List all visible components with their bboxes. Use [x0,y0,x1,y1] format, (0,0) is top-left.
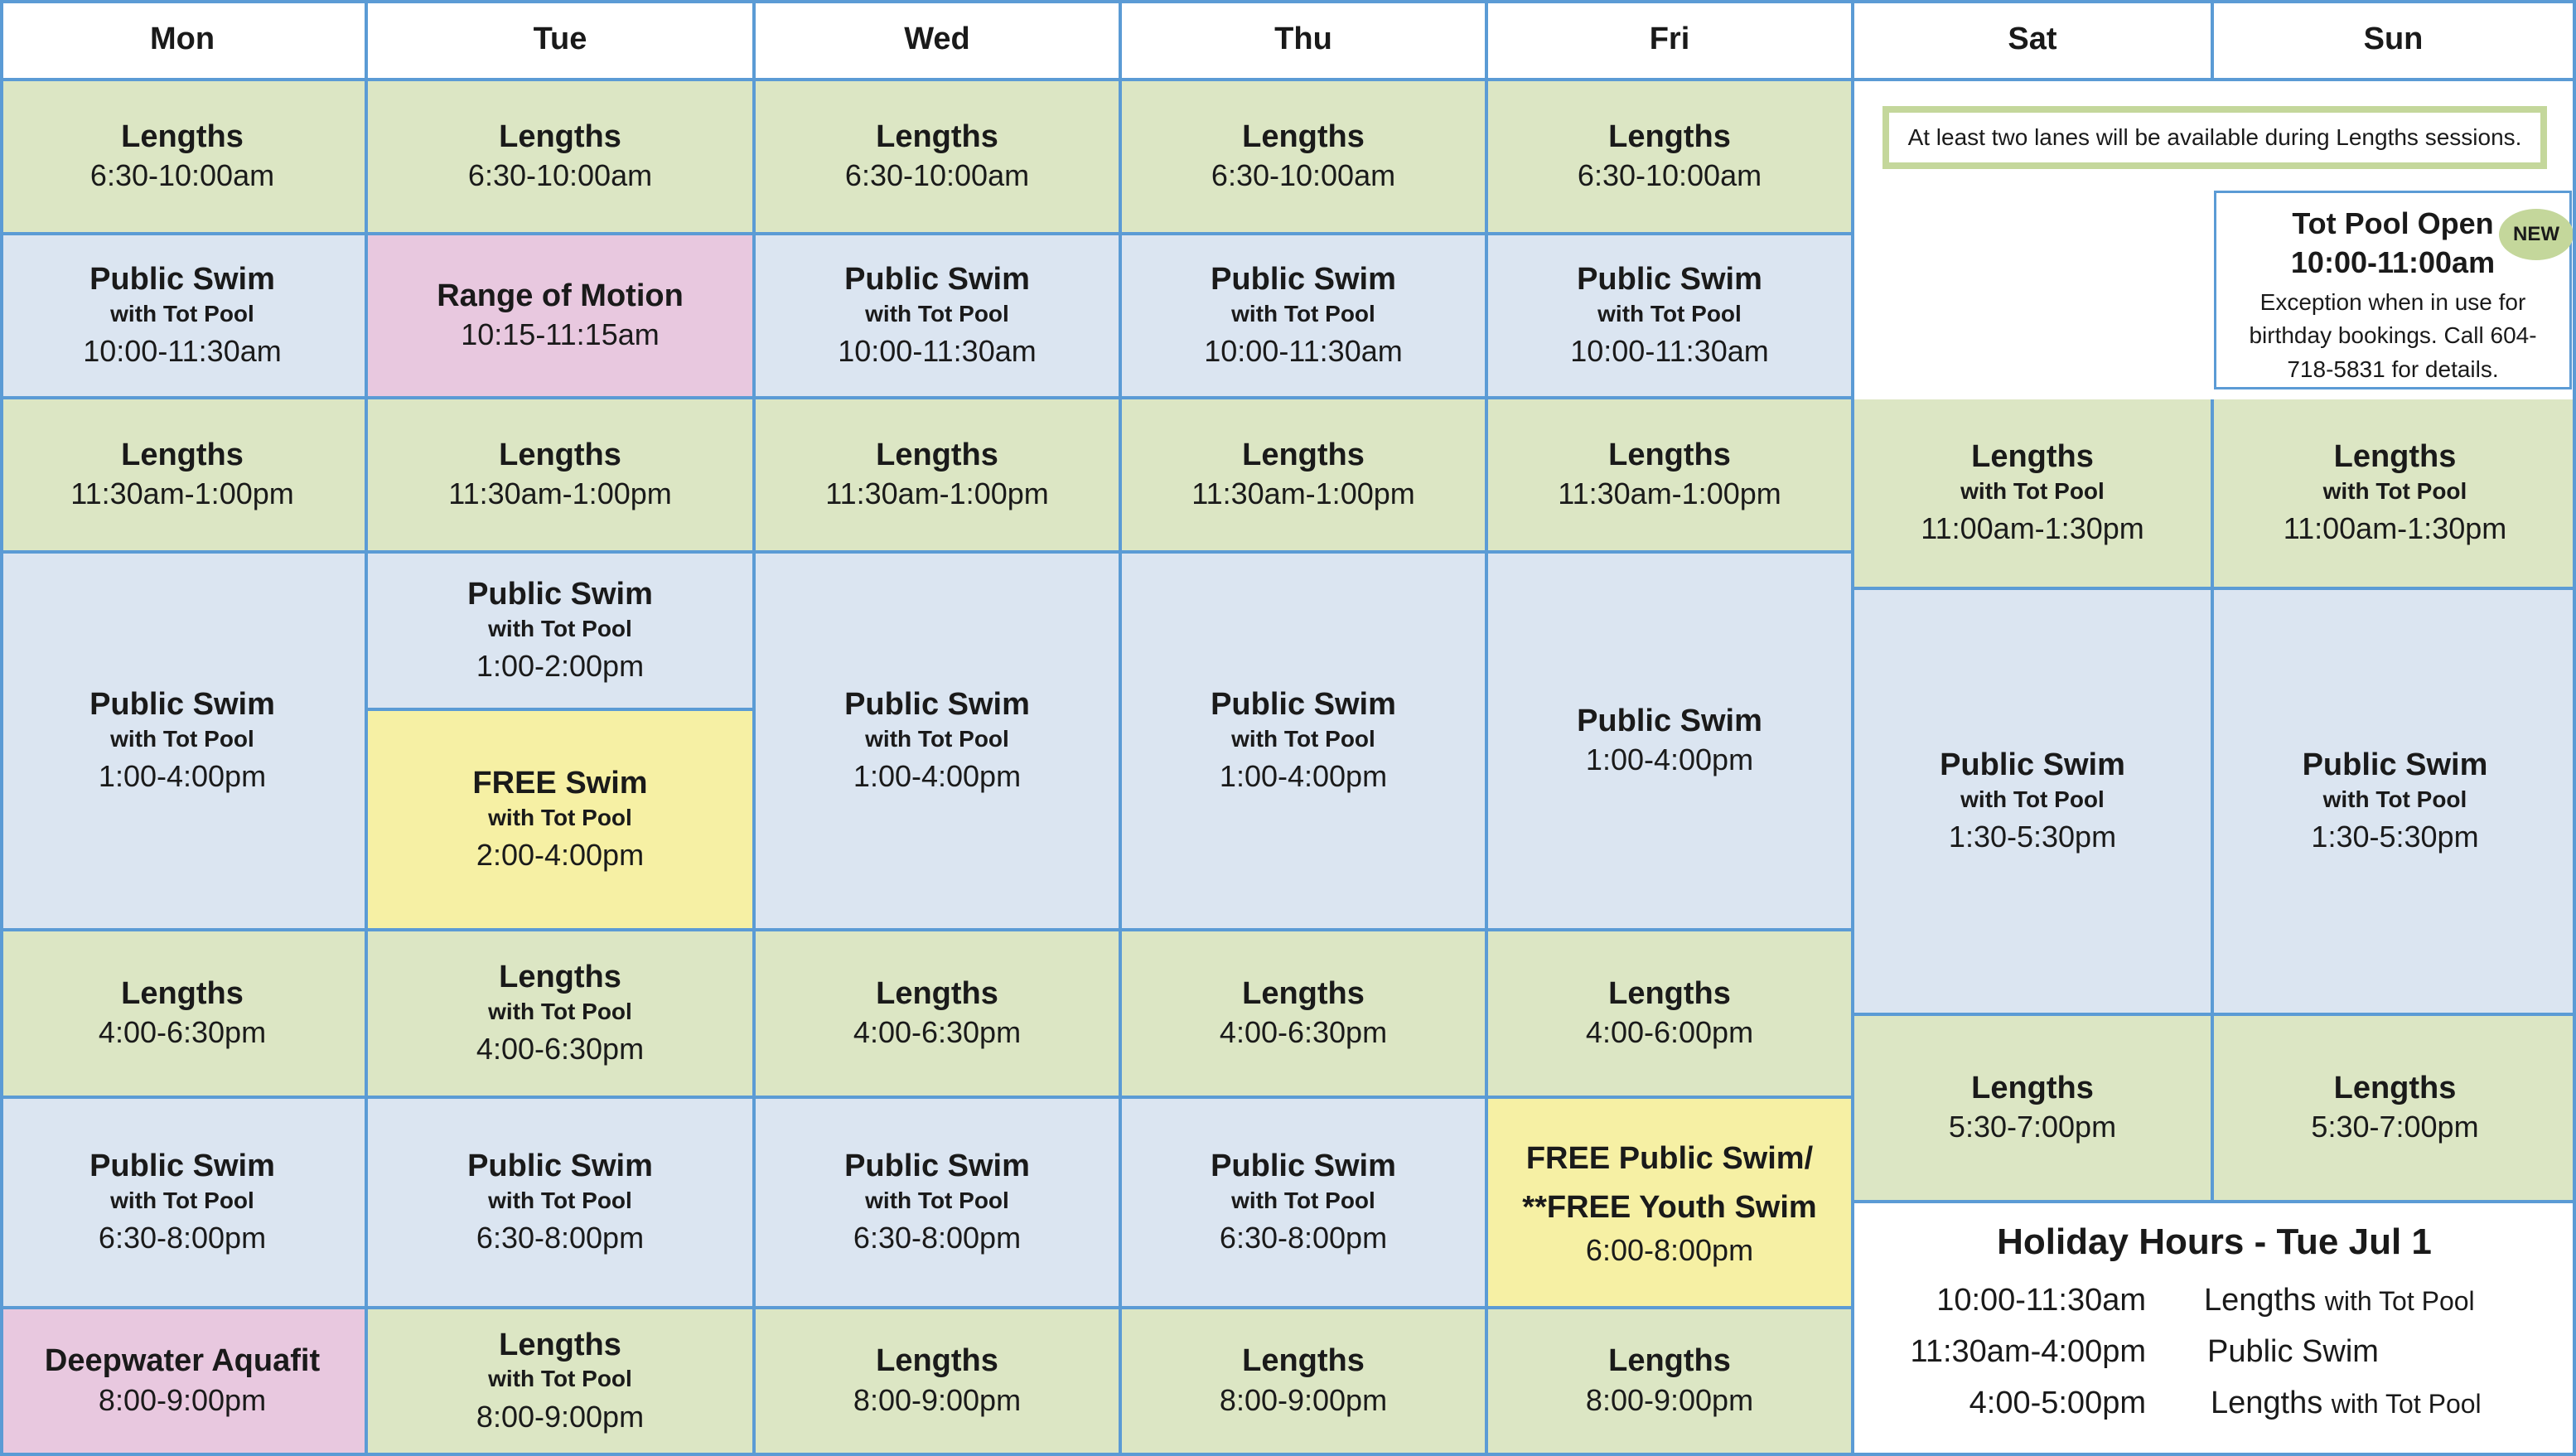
day-header-label: Wed [904,21,970,56]
session-title: Public Swim [467,577,653,612]
session-title: FREE Public Swim/ [1525,1140,1814,1176]
day-header-label: Fri [1649,21,1690,56]
session-subtitle: with Tot Pool [865,1187,1009,1213]
session-title: Lengths [2333,1070,2457,1105]
session-time: 4:00-6:30pm [98,1015,267,1050]
session-cell [368,1099,756,1309]
session-cell [756,235,1122,399]
session-title: Lengths [1971,439,2094,475]
session-subtitle: with Tot Pool [865,725,1009,752]
session-time: 1:30-5:30pm [2311,820,2479,854]
session-time: 1:30-5:30pm [1948,820,2117,854]
session-title: Lengths [499,119,621,154]
session-time: 8:00-9:00pm [1585,1382,1754,1417]
day-header-sun [2214,0,2576,81]
session-cell [368,399,756,554]
day-header-label: Mon [149,21,215,56]
session-title: Public Swim [89,687,275,723]
session-time: 6:30-10:00am [467,158,653,193]
session-subtitle: with Tot Pool [1597,300,1742,327]
session-title: Lengths [1242,975,1365,1011]
session-time: 5:30-7:00pm [2311,1110,2479,1144]
session-title: Lengths [1971,1070,2094,1105]
session-title: Public Swim [844,262,1030,297]
holiday-time: 10:00-11:30am [1936,1283,2146,1318]
session-title: FREE Swim [472,766,648,801]
session-title: **FREE Youth Swim [1522,1189,1817,1225]
session-title: Lengths [1242,1343,1365,1379]
session-title: Public Swim [1211,687,1396,723]
session-title: Deepwater Aquafit [44,1343,321,1379]
session-cell [1122,554,1488,931]
day-header-wed [756,0,1122,81]
session-cell [0,554,368,931]
session-cell [0,1099,368,1309]
day-header-thu [1122,0,1488,81]
session-subtitle: with Tot Pool [1231,300,1375,327]
session-title: Public Swim [1577,262,1762,297]
session-time: 5:30-7:00pm [1948,1110,2117,1144]
session-time: 10:00-11:30am [83,334,282,369]
session-time: 10:15-11:15am [461,317,660,352]
session-subtitle: with Tot Pool [865,300,1009,327]
session-title: Lengths [876,119,998,154]
session-subtitle: with Tot Pool [488,1366,632,1392]
session-cell [368,81,756,235]
session-cell [756,399,1122,554]
session-title: Lengths [876,437,998,472]
session-time: 6:00-8:00pm [1585,1233,1754,1268]
session-cell [0,1309,368,1456]
session-subtitle: with Tot Pool [488,1187,632,1213]
session-time: 4:00-6:00pm [1585,1015,1754,1050]
session-cell [368,554,756,711]
session-time: 6:30-8:00pm [98,1221,267,1255]
holiday-title: Holiday Hours - Tue Jul 1 [1997,1221,2432,1262]
holiday-activity-name: Lengths [2204,1283,2317,1318]
session-cell [756,1309,1122,1456]
tot-pool-details: Exception when in use for birthday bookings. Call 604-718-5831 for details. [2249,288,2537,382]
session-time: 6:30-8:00pm [1219,1221,1388,1255]
session-subtitle: with Tot Pool [1231,1187,1375,1213]
session-title: Public Swim [1211,262,1396,297]
session-title: Lengths [876,1343,998,1379]
session-title: Lengths [121,437,244,472]
session-title: Public Swim [89,262,275,297]
session-subtitle: with Tot Pool [488,615,632,641]
day-header-sat [1854,0,2214,81]
session-subtitle: with Tot Pool [2322,786,2467,812]
session-title: Lengths [499,960,621,995]
session-cell [0,931,368,1099]
day-header-tue [368,0,756,81]
session-time: 11:30am-1:00pm [1558,476,1781,511]
tot-pool-title: Tot Pool Open [2292,206,2494,240]
holiday-activity-name: Public Swim [2207,1334,2379,1369]
session-title: Public Swim [1577,703,1762,738]
holiday-row [1856,1334,2573,1384]
session-cell [368,711,756,931]
day-header-label: Sat [2008,21,2057,56]
session-cell [368,1309,756,1456]
session-time: 4:00-6:30pm [1219,1015,1388,1050]
holiday-activity-extra: with Tot Pool [2324,1286,2475,1316]
session-subtitle: with Tot Pool [488,998,632,1024]
lengths-note [1882,106,2547,169]
session-cell [1488,81,1854,235]
holiday-time: 4:00-5:00pm [1969,1386,2146,1420]
session-cell [1854,1016,2214,1203]
session-title: Public Swim [89,1149,275,1184]
session-title: Public Swim [467,1149,653,1184]
session-subtitle: with Tot Pool [488,804,632,830]
day-header-mon [0,0,368,81]
session-time: 11:00am-1:30pm [2283,511,2507,546]
session-cell [756,1099,1122,1309]
session-cell [1854,590,2214,1016]
session-time: 11:30am-1:00pm [825,476,1049,511]
day-header-label: Tue [533,21,587,56]
session-cell [0,81,368,235]
session-time: 10:00-11:30am [838,334,1037,369]
session-title: Lengths [1608,1343,1731,1379]
session-time: 1:00-4:00pm [98,759,267,794]
session-cell [756,931,1122,1099]
session-subtitle: with Tot Pool [1960,477,2105,504]
session-time: 4:00-6:30pm [853,1015,1022,1050]
session-title: Lengths [121,975,244,1011]
session-time: 6:30-10:00am [89,158,275,193]
session-cell [1122,399,1488,554]
session-cell [2214,399,2576,590]
session-subtitle: with Tot Pool [2322,477,2467,504]
session-cell [756,81,1122,235]
session-cell [0,399,368,554]
session-subtitle: with Tot Pool [110,1187,254,1213]
session-time: 10:00-11:30am [1204,334,1403,369]
session-time: 11:30am-1:00pm [70,476,294,511]
session-time: 8:00-9:00pm [98,1382,267,1417]
session-time: 11:00am-1:30pm [1921,511,2144,546]
session-cell [1854,399,2214,590]
session-time: 11:30am-1:00pm [448,476,672,511]
session-cell [368,931,756,1099]
session-cell [1122,81,1488,235]
session-time: 8:00-9:00pm [853,1382,1022,1417]
holiday-activity [2211,1386,2482,1421]
session-cell [1488,235,1854,399]
session-cell [1488,1099,1854,1309]
session-title: Public Swim [844,1149,1030,1184]
session-title: Public Swim [844,687,1030,723]
day-header-label: Thu [1274,21,1332,56]
session-subtitle: with Tot Pool [110,300,254,327]
session-subtitle: with Tot Pool [1231,725,1375,752]
session-cell [1122,1309,1488,1456]
lengths-note-text: At least two lanes will be available during Lengths sessions. [1907,124,2522,150]
holiday-activity-name: Lengths [2211,1386,2323,1420]
session-cell [1122,931,1488,1099]
holiday-activity-extra: with Tot Pool [2331,1389,2482,1419]
session-title: Lengths [1608,975,1731,1011]
session-time: 1:00-4:00pm [853,759,1022,794]
holiday-time: 11:30am-4:00pm [1910,1334,2146,1369]
session-title: Lengths [499,437,621,472]
session-time: 4:00-6:30pm [476,1032,645,1067]
session-time: 11:30am-1:00pm [1191,476,1415,511]
session-cell [1488,1309,1854,1456]
session-cell [756,554,1122,931]
session-time: 1:00-4:00pm [1219,759,1388,794]
session-time: 8:00-9:00pm [476,1399,645,1434]
session-time: 6:30-10:00am [1211,158,1396,193]
session-cell [1122,1099,1488,1309]
holiday-activity [2204,1283,2475,1318]
session-time: 2:00-4:00pm [476,838,645,873]
session-cell [368,235,756,399]
session-cell [1488,931,1854,1099]
session-cell [0,235,368,399]
session-cell [2214,1016,2576,1203]
session-cell [1488,399,1854,554]
new-badge-label: NEW [2513,223,2559,245]
session-time: 10:00-11:30am [1570,334,1769,369]
session-time: 6:30-10:00am [1577,158,1762,193]
day-header-fri [1488,0,1854,81]
session-time: 6:30-8:00pm [853,1221,1022,1255]
session-title: Lengths [499,1327,621,1362]
session-cell [1122,235,1488,399]
session-title: Lengths [2333,439,2457,475]
session-subtitle: with Tot Pool [1960,786,2105,812]
session-title: Lengths [1242,437,1365,472]
holiday-activity [2207,1334,2379,1370]
session-title: Lengths [121,119,244,154]
tot-pool-time: 10:00-11:00am [2290,244,2496,279]
new-badge [2499,209,2574,260]
session-title: Public Swim [1940,747,2125,783]
session-cell [1488,554,1854,931]
session-title: Range of Motion [437,278,684,313]
session-title: Public Swim [2302,747,2488,783]
session-title: Lengths [1242,119,1365,154]
session-time: 6:30-8:00pm [476,1221,645,1255]
session-title: Lengths [1608,119,1731,154]
holiday-hours-box [1856,1203,2573,1453]
session-title: Lengths [1608,437,1731,472]
session-title: Lengths [876,975,998,1011]
session-time: 6:30-10:00am [844,158,1030,193]
session-time: 1:00-2:00pm [476,649,645,684]
holiday-row [1856,1283,2573,1333]
session-title: Public Swim [1211,1149,1396,1184]
session-time: 8:00-9:00pm [1219,1382,1388,1417]
session-cell [2214,590,2576,1016]
day-header-label: Sun [2363,21,2424,56]
session-time: 1:00-4:00pm [1585,743,1754,777]
session-subtitle: with Tot Pool [110,725,254,752]
holiday-row [1856,1386,2573,1435]
